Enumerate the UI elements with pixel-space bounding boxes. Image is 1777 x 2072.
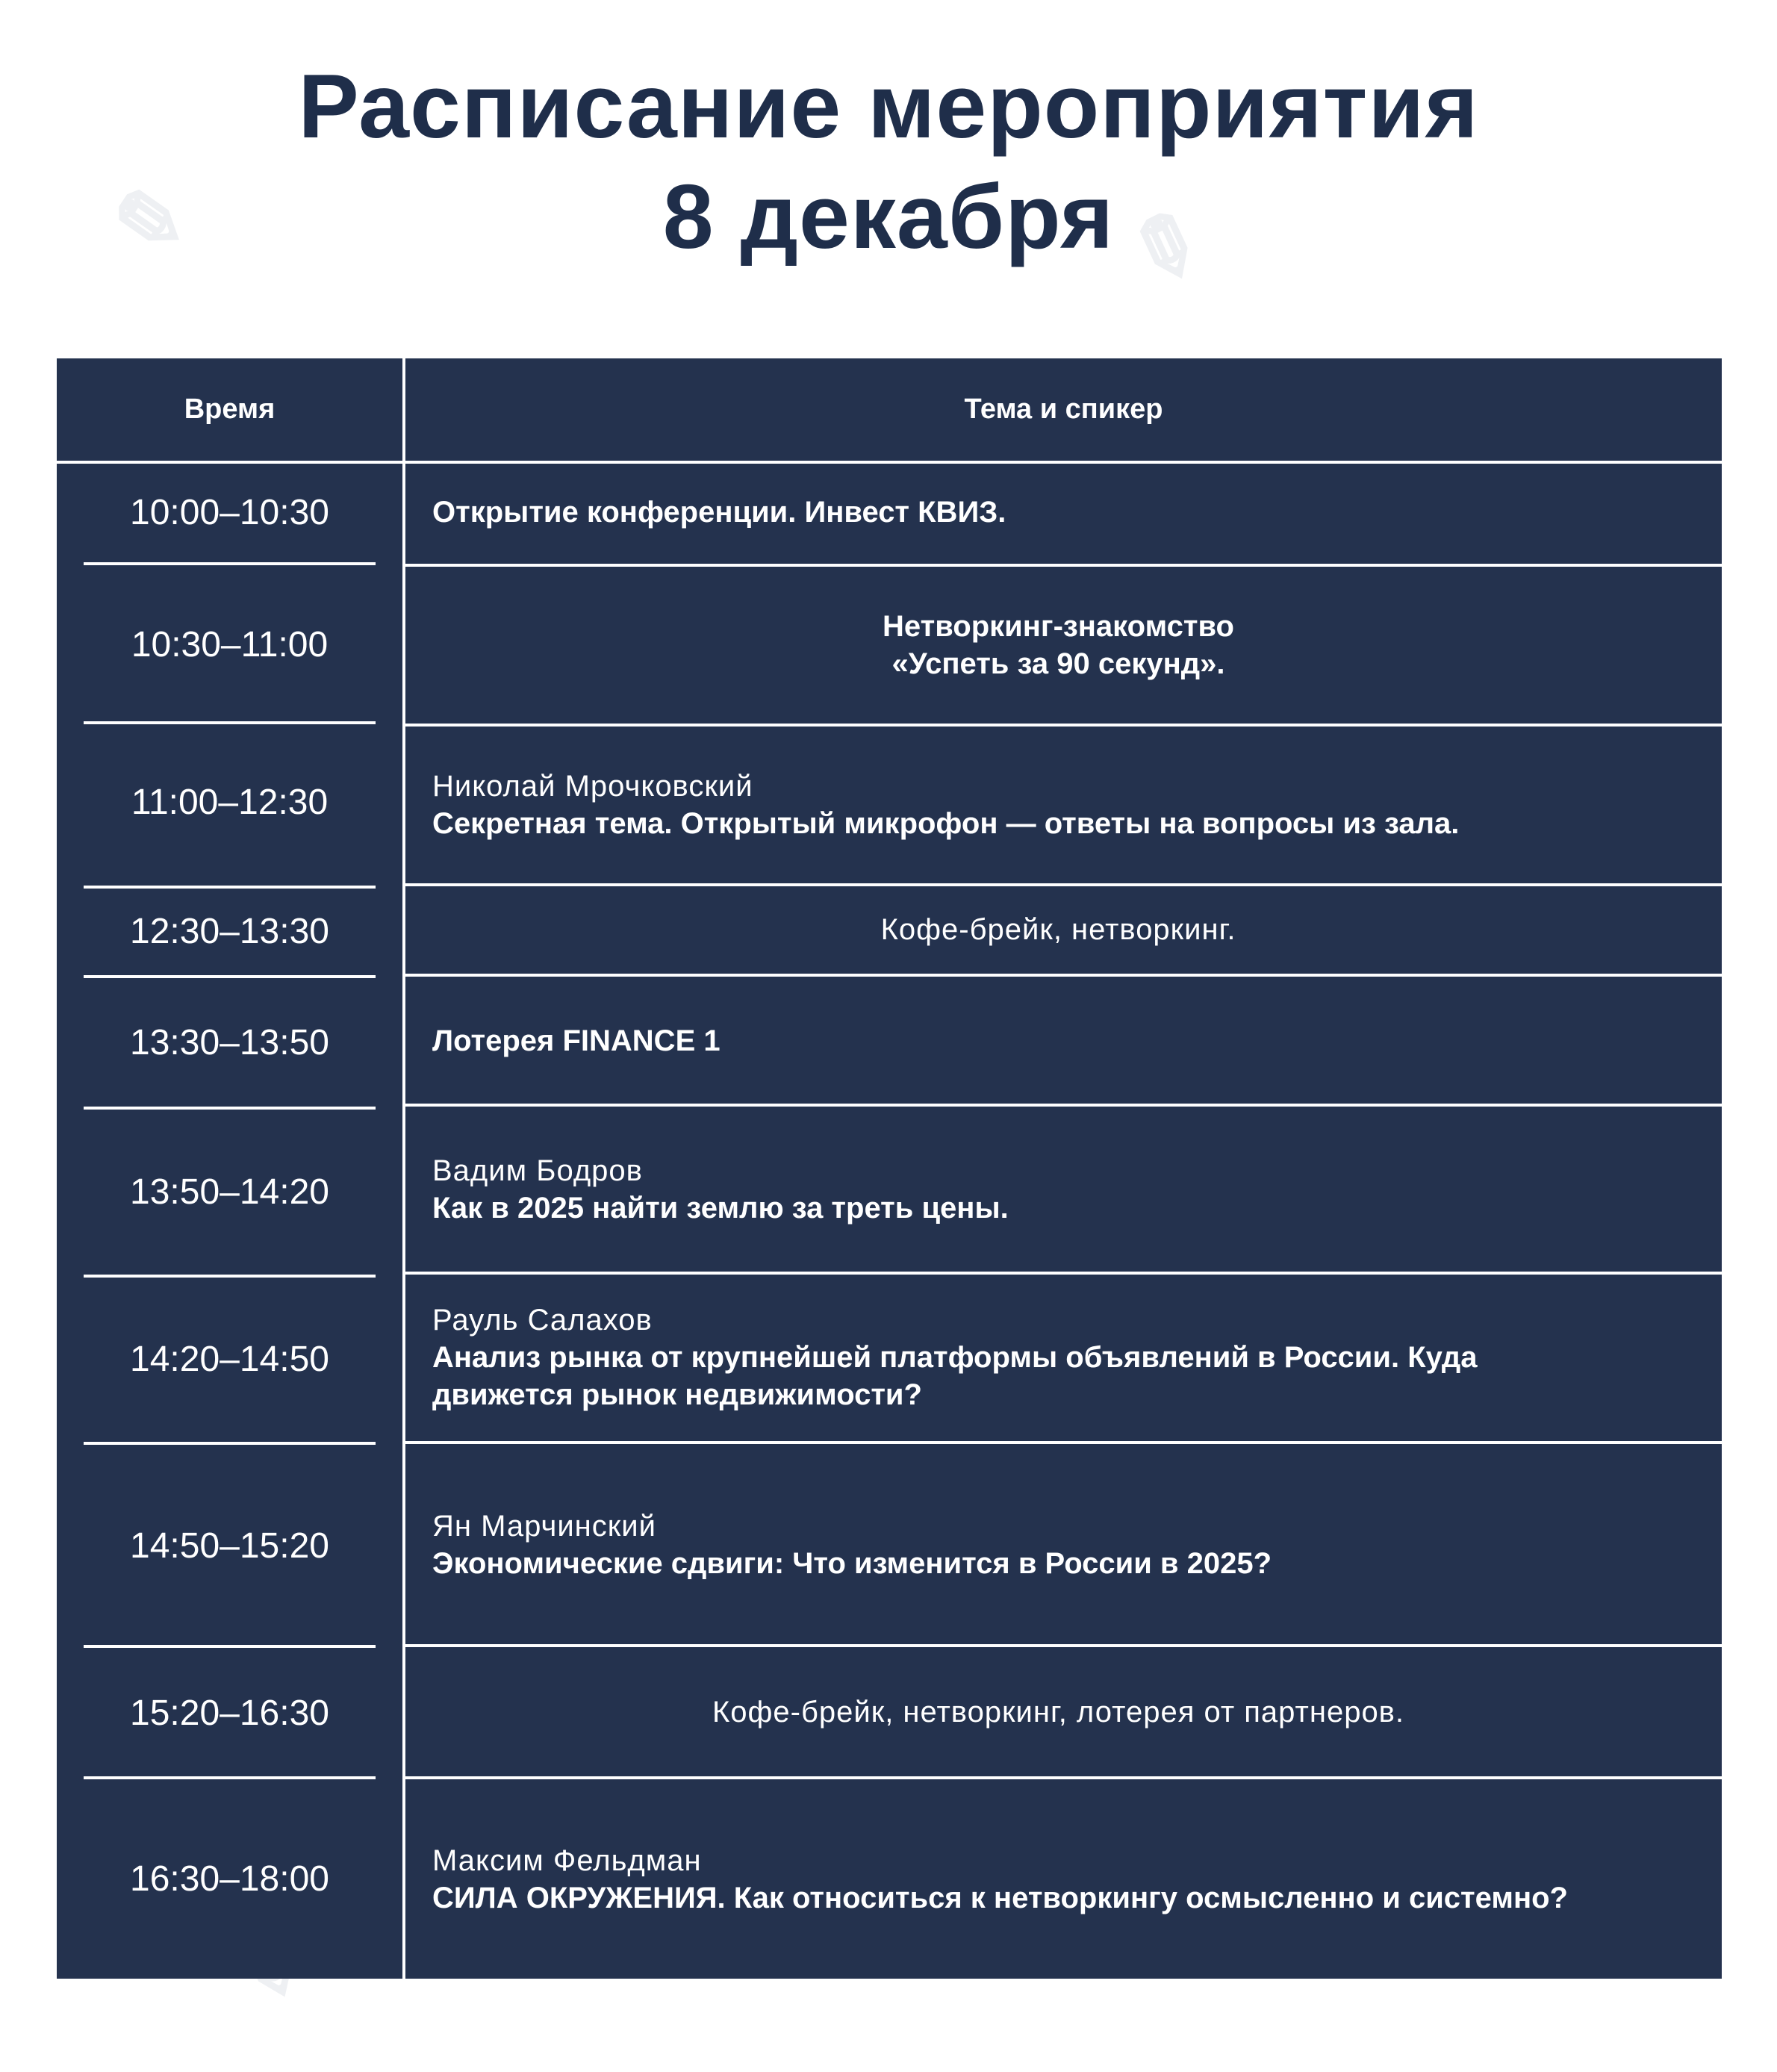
row-10-topic-cell xyxy=(432,1779,1707,1979)
row-3-topic: Секретная тема. Открытый микрофон — ответы на вопросы из зала. xyxy=(432,807,1460,840)
row-6-topic-cell xyxy=(432,1107,1684,1272)
row-5-topic: Лотерея FINANCE 1 xyxy=(432,1024,721,1057)
row-7-time: 14:20–14:50 xyxy=(130,1339,329,1379)
title-line-2: 8 декабря xyxy=(662,166,1115,267)
row-8-time: 14:50–15:20 xyxy=(130,1525,329,1566)
row-5-topic-cell xyxy=(432,977,1684,1105)
row-3-time: 11:00–12:30 xyxy=(131,783,329,822)
row-divider xyxy=(84,562,376,565)
title-line-1: Расписание мероприятия xyxy=(298,55,1479,157)
watermark-doodle: ✎ xyxy=(90,162,194,287)
row-1-time: 10:00–10:30 xyxy=(130,492,329,532)
row-4-time: 12:30–13:30 xyxy=(130,911,329,951)
row-10-topic: СИЛА ОКРУЖЕНИЯ. Как относиться к нетворкингу осмысленно и системно? xyxy=(432,1881,1568,1914)
row-10-speaker: Максим Фельдман xyxy=(432,1844,702,1877)
row-9-time: 15:20–16:30 xyxy=(130,1693,329,1733)
watermark-doodle: ✎ xyxy=(1110,187,1206,306)
row-2-topic-line-2: «Успеть за 90 секунд». xyxy=(891,647,1225,680)
row-6-time: 13:50–14:20 xyxy=(130,1172,329,1212)
column-divider xyxy=(402,358,405,1979)
row-7-topic-cell xyxy=(432,1275,1684,1440)
row-1-topic-cell xyxy=(432,464,1684,561)
row-8-topic: Экономические сдвиги: Что изменится в России в 2025? xyxy=(432,1547,1272,1580)
header-topic: Тема и спикер xyxy=(964,393,1163,425)
row-2-time: 10:30–11:00 xyxy=(131,625,329,665)
row-2-topic-cell xyxy=(432,567,1684,723)
row-6-topic: Как в 2025 найти землю за треть цены. xyxy=(432,1191,1009,1225)
row-9-topic-cell xyxy=(432,1647,1684,1777)
row-2-topic: Нетворкинг-знакомство xyxy=(883,609,1234,643)
row-3-speaker: Николай Мрочковский xyxy=(432,770,753,803)
row-8-topic-cell xyxy=(432,1444,1684,1646)
row-7-speaker: Рауль Салахов xyxy=(432,1304,653,1337)
row-7-topic-line-2: движется рынок недвижимости? xyxy=(432,1378,922,1411)
row-4-topic-cell xyxy=(432,886,1684,973)
row-6-speaker: Вадим Бодров xyxy=(432,1154,643,1187)
row-8-speaker: Ян Марчинский xyxy=(432,1510,656,1543)
row-5-time: 13:30–13:50 xyxy=(130,1022,329,1063)
row-10-time: 16:30–18:00 xyxy=(130,1859,329,1899)
row-4-note: Кофе-брейк, нетворкинг. xyxy=(880,913,1236,946)
row-1-topic: Открытие конференции. Инвест КВИЗ. xyxy=(432,496,1006,529)
row-divider xyxy=(84,721,376,724)
header-time: Время xyxy=(184,393,276,425)
row-3-topic-cell xyxy=(432,727,1684,883)
page-title xyxy=(0,51,1777,272)
row-9-note: Кофе-брейк, нетворкинг, лотерея от партнеров. xyxy=(712,1696,1405,1729)
schedule-table xyxy=(57,358,1722,1979)
row-7-topic: Анализ рынка от крупнейшей платформы объявлений в России. Куда xyxy=(432,1341,1478,1374)
